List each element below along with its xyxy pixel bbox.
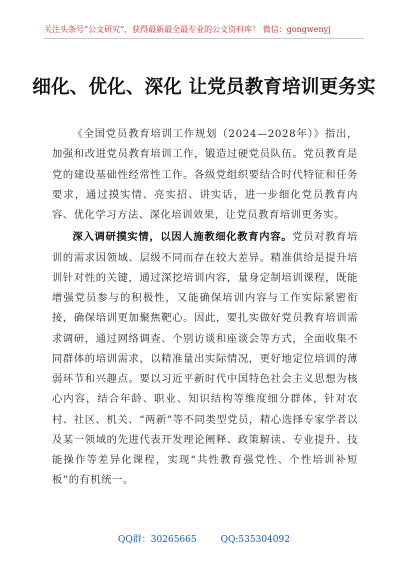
qq-contact-text: QQ:535304092 <box>220 535 290 545</box>
paragraph-intro: 《全国党员教育培训工作规划（2024—2028年）》指出，加强和改进党员教育培训工作，锻造过硬党员队伍。党员教育是党的建设基础性经常性工作。各级党组织要结合时代特征和任务要求，通过摸实情、亮实招、讲实话，进一步细化党员教育内容、优化学习方法、深化培训效果，让党员教育培训更务实。 <box>52 128 358 221</box>
paragraph-body: 党员对教育培训的需求因领域、层级不同而存在较大差异。精准供给是提升培训针对性的关键，通过深挖培训内容，量身定制培训课程，既能增强党员参与的积极性，又能确保培训内容与工作实际紧密衔接，确保培训更加聚焦靶心。因此，要扎实做好党员教育培训需求调研，通过网络调查、个别访谈和座谈会等方式，全面收集不同群体的培训需求，以精准量出实际情况，更好地定位培训的薄弱环节和兴趣点。要以习近平新时代中国特色社会主义思想为核心内容，结合年龄、职业、知识结构等维度细分群体，针对农村、社区、机关、“两新”等不同类型党员，精心选择专家学者以及某一领域的先进代表开发理论阐释、政策解读、专业提升、技能操作等差异化课程，实现“共性教育强党性、个性培训补短板”的有机统一。 <box>52 231 358 487</box>
footer-contact <box>0 534 408 546</box>
qq-group-text: QQ群：30265665 <box>118 535 197 545</box>
paragraph-lead: 深入调研摸实情，以因人施教细化教育内容。 <box>72 231 293 244</box>
document-body <box>52 124 358 493</box>
paragraph-research <box>52 227 358 490</box>
header-banner <box>44 24 364 39</box>
document-title: 细化、优化、深化 让党员教育培训更务实 <box>32 77 376 98</box>
banner-text: 关注头条号“公文研究”，获得最新最全最专业的公文资料库！ 微信：gongwenyj <box>44 25 331 34</box>
